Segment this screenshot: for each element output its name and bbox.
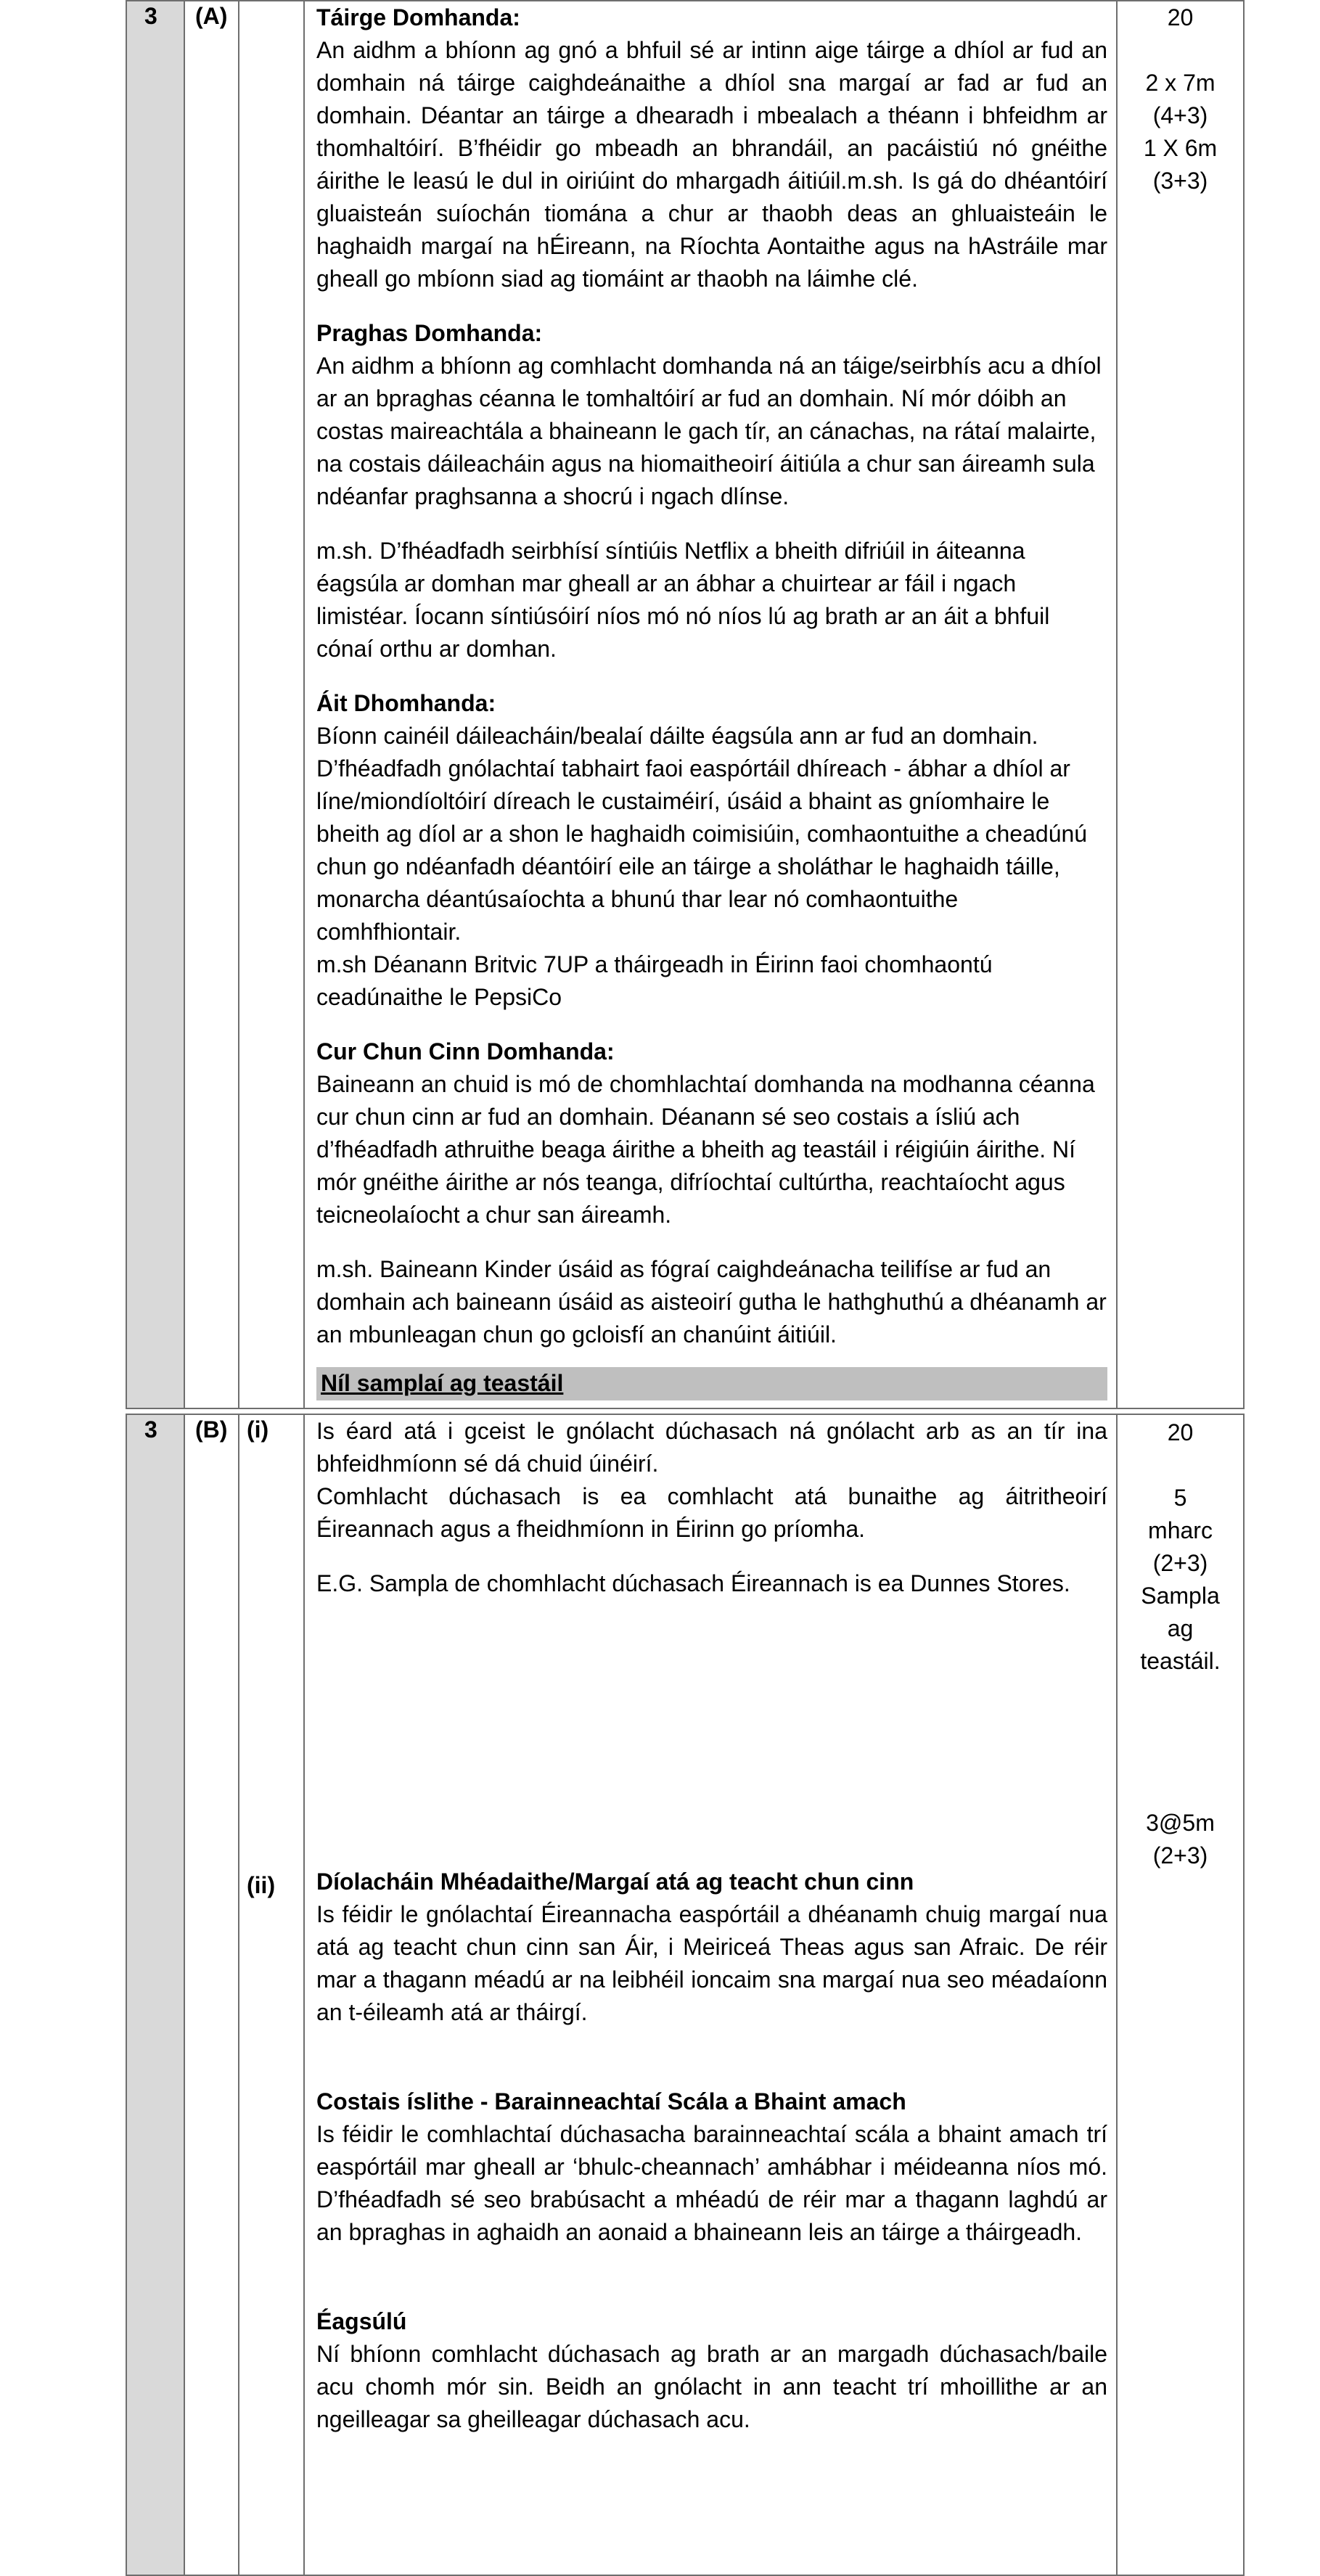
block-heading: Praghas Domhanda: bbox=[316, 320, 543, 346]
marks-line: (2+3) bbox=[1152, 1842, 1208, 1869]
part-i-paragraph: Is éard atá i gceist le gnólacht dúchasach ná gnólacht arb as an tír ina bhfeidhmíonn sé dá chuid úinéirí. bbox=[316, 1418, 1107, 1477]
block-paragraph: Baineann an chuid is mó de chomhlachtaí domhanda na modhanna céanna cur chun cinn ar fud an domhain. Déanann sé seo costais a ísliú ach d’fhéadfadh athruithe beaga áirithe a bheith ag teastáil i réigiúin áirithe. Ní mór gnéithe áirithe ar nós teanga, difríochtaí cultúrtha, reachtaíocht agus teicneolaíocht a chur san áireamh. bbox=[316, 1071, 1095, 1228]
part-ii-heading: Díolacháin Mhéadaithe/Margaí atá ag teacht chun cinn bbox=[316, 1869, 914, 1895]
block-heading: Táirge Domhanda: bbox=[316, 4, 520, 30]
answer-content-cell bbox=[304, 1414, 1117, 2575]
question-number-cell bbox=[126, 1414, 184, 2575]
samples-note-text: Níl samplaí ag teastáil bbox=[321, 1370, 564, 1396]
block-paragraph: An aidhm a bhíonn ag gnó a bhfuil sé ar intinn aige táirge a dhíol ar fud an domhain ná táirge caighdeánaithe a dhíol sna margaí ar fad ar fud an domhain. Déantar an táirge a dhearadh i mbealach a théann i bhfeidhm ar thomhaltóirí. B’fhéidir go mbeadh an bhrandáil, an pacáistiú nó gnéithe áirithe le leasú le dul in oiriúint do mhargadh áitiúil.m.sh. Is gá do dhéantóirí gluaisteán suíochán tiomána a chur ar thaobh deas an ghluaisteáin le haghaidh margaí na hÉireann, na Ríochta Aontaithe agus na hAstráile mar gheall go mbíonn siad ag tiomáint ar thaobh na láimhe clé. bbox=[316, 37, 1107, 292]
section-3b-row bbox=[126, 1414, 1244, 2575]
marks-line: 3@5m bbox=[1146, 1810, 1215, 1836]
marks-line: Sampla bbox=[1141, 1583, 1220, 1609]
question-number: 3 bbox=[144, 1416, 157, 1443]
part-ii-paragraph: Is féidir le gnólachtaí Éireannacha easpórtáil a dhéanamh chuig margaí nua atá ag teacht chun cinn san Áir, i Meiriceá Theas agus san Afraic. De réir mar a thagann méadú ar na leibhéil ioncaim sna margaí nua seo méadaíonn an t-éileamh atá ar tháirgí. bbox=[316, 1901, 1107, 2025]
part-label: (A) bbox=[195, 3, 228, 29]
marks-line: (2+3) bbox=[1152, 1550, 1208, 1576]
section-3a-table bbox=[126, 0, 1245, 1409]
block-paragraph: Bíonn cainéil dáileacháin/bealaí dáilte éagsúla ann ar fud an domhain. D’fhéadfadh gnólachtaí tabhairt faoi easpórtáil dhíreach - ábhar a dhíol ar líne/miondíoltóirí díreach le custaiméirí, úsáid a bhaint as gníomhaire le bheith ag díol ar a shon le haghaidh coimisiúin, comhaontuithe a cheadúnú chun go ndéanfadh déantóirí eile an táirge a sholáthar le haghaidh táille, monarcha déantúsaíochta a bhunú thar lear nó comhaontuithe comhfhiontair. m.sh Déanann Britvic 7UP a tháirgeadh in Éirinn faoi chomhaontú ceadúnaithe le PepsiCo bbox=[316, 723, 1088, 1010]
section-3b-table bbox=[126, 1414, 1245, 2576]
part-ii-heading: Éagsúlú bbox=[316, 2308, 407, 2334]
marks-line: 2 x 7m bbox=[1145, 70, 1216, 96]
marks-line: (4+3) bbox=[1152, 102, 1208, 128]
marks-line: 5 bbox=[1173, 1485, 1187, 1511]
section-3a-row bbox=[126, 1, 1244, 1408]
sub-part-i-label: (i) bbox=[247, 1416, 269, 1443]
marks-line: mharc bbox=[1148, 1517, 1213, 1543]
marks-total: 20 bbox=[1167, 4, 1194, 30]
part-label: (B) bbox=[195, 1416, 228, 1443]
question-number: 3 bbox=[144, 3, 157, 29]
sub-part-cell bbox=[239, 1414, 304, 2575]
marks-cell bbox=[1117, 1, 1244, 1408]
part-ii-heading: Costais íslithe - Barainneachtaí Scála a Bhaint amach bbox=[316, 2088, 906, 2114]
block-paragraph: An aidhm a bhíonn ag comhlacht domhanda ná an táige/seirbhís acu a dhíol ar an bpraghas céanna le tomhaltóirí ar fud an domhain. Ní mór dóibh an costas maireachtála a bhaineann le gach tír, an cánachas, na rátaí malairte, na costais dáileacháin agus na hiomaitheoirí áitiúla a chur san áireamh sula ndéanfar praghsanna a shocrú i ngach dlínse. bbox=[316, 353, 1102, 509]
part-label-cell bbox=[184, 1, 239, 1408]
sub-part-ii-label: (ii) bbox=[247, 1872, 276, 1898]
sub-part-cell bbox=[239, 1, 304, 1408]
marks-line: teastáil. bbox=[1140, 1648, 1221, 1674]
block-heading: Cur Chun Cinn Domhanda: bbox=[316, 1038, 615, 1065]
marks-part-ii bbox=[1118, 1807, 1243, 1872]
part-ii-paragraph: Ní bhíonn comhlacht dúchasach ag brath ar an margadh dúchasach/baile acu chomh mór sin. Beidh an gnólacht in ann teacht trí mhoillithe ar an ngeilleagar sa gheilleagar dúchasach acu. bbox=[316, 2341, 1107, 2432]
block-heading: Áit Dhomhanda: bbox=[316, 690, 496, 716]
marks-cell bbox=[1117, 1414, 1244, 2575]
part-ii-paragraph: Is féidir le comhlachtaí dúchasacha barainneachtaí scála a bhaint amach trí easpórtáil mar gheall ar ‘bhulc-cheannach’ amhábhar i méideanna níos mó. D’fhéadfadh sé seo brabúsacht a mhéadú de réir mar a thagann laghdú ar an bpraghas in aghaidh an aonaid a bhaineann leis an táirge a tháirgeadh. bbox=[316, 2121, 1107, 2245]
part-i-paragraph: Comhlacht dúchasach is ea comhlacht atá bunaithe ag áitritheoirí Éireannach agus a fheidhmíonn in Éirinn go príomha. bbox=[316, 1483, 1107, 1542]
part-i-paragraph: E.G. Sampla de chomhlacht dúchasach Éireannach is ea Dunnes Stores. bbox=[316, 1570, 1070, 1596]
answer-content-cell bbox=[304, 1, 1117, 1408]
marks-line: ag bbox=[1167, 1615, 1194, 1641]
marks-line: (3+3) bbox=[1152, 168, 1208, 194]
question-number-cell bbox=[126, 1, 184, 1408]
block-paragraph: m.sh. D’fhéadfadh seirbhísí síntiúis Netflix a bheith difriúil in áiteanna éagsúla ar domhan mar gheall ar an ábhar a chuirtear ar fáil i ngach limistéar. Íocann síntiúsóirí níos mó nó níos lú ag brath ar an áit a bhfuil cónaí orthu ar domhan. bbox=[316, 538, 1050, 662]
part-label-cell bbox=[184, 1414, 239, 2575]
samples-note bbox=[316, 1367, 1107, 1400]
marks-total: 20 bbox=[1167, 1419, 1194, 1445]
block-paragraph: m.sh. Baineann Kinder úsáid as fógraí caighdeánacha teilifíse ar fud an domhain ach baineann úsáid as aisteoirí gutha le hathghuthú a dhéanamh ar an mbunleagan chun go gcloisfí an chanúint áitiúil. bbox=[316, 1256, 1107, 1348]
marks-line: 1 X 6m bbox=[1143, 135, 1218, 161]
